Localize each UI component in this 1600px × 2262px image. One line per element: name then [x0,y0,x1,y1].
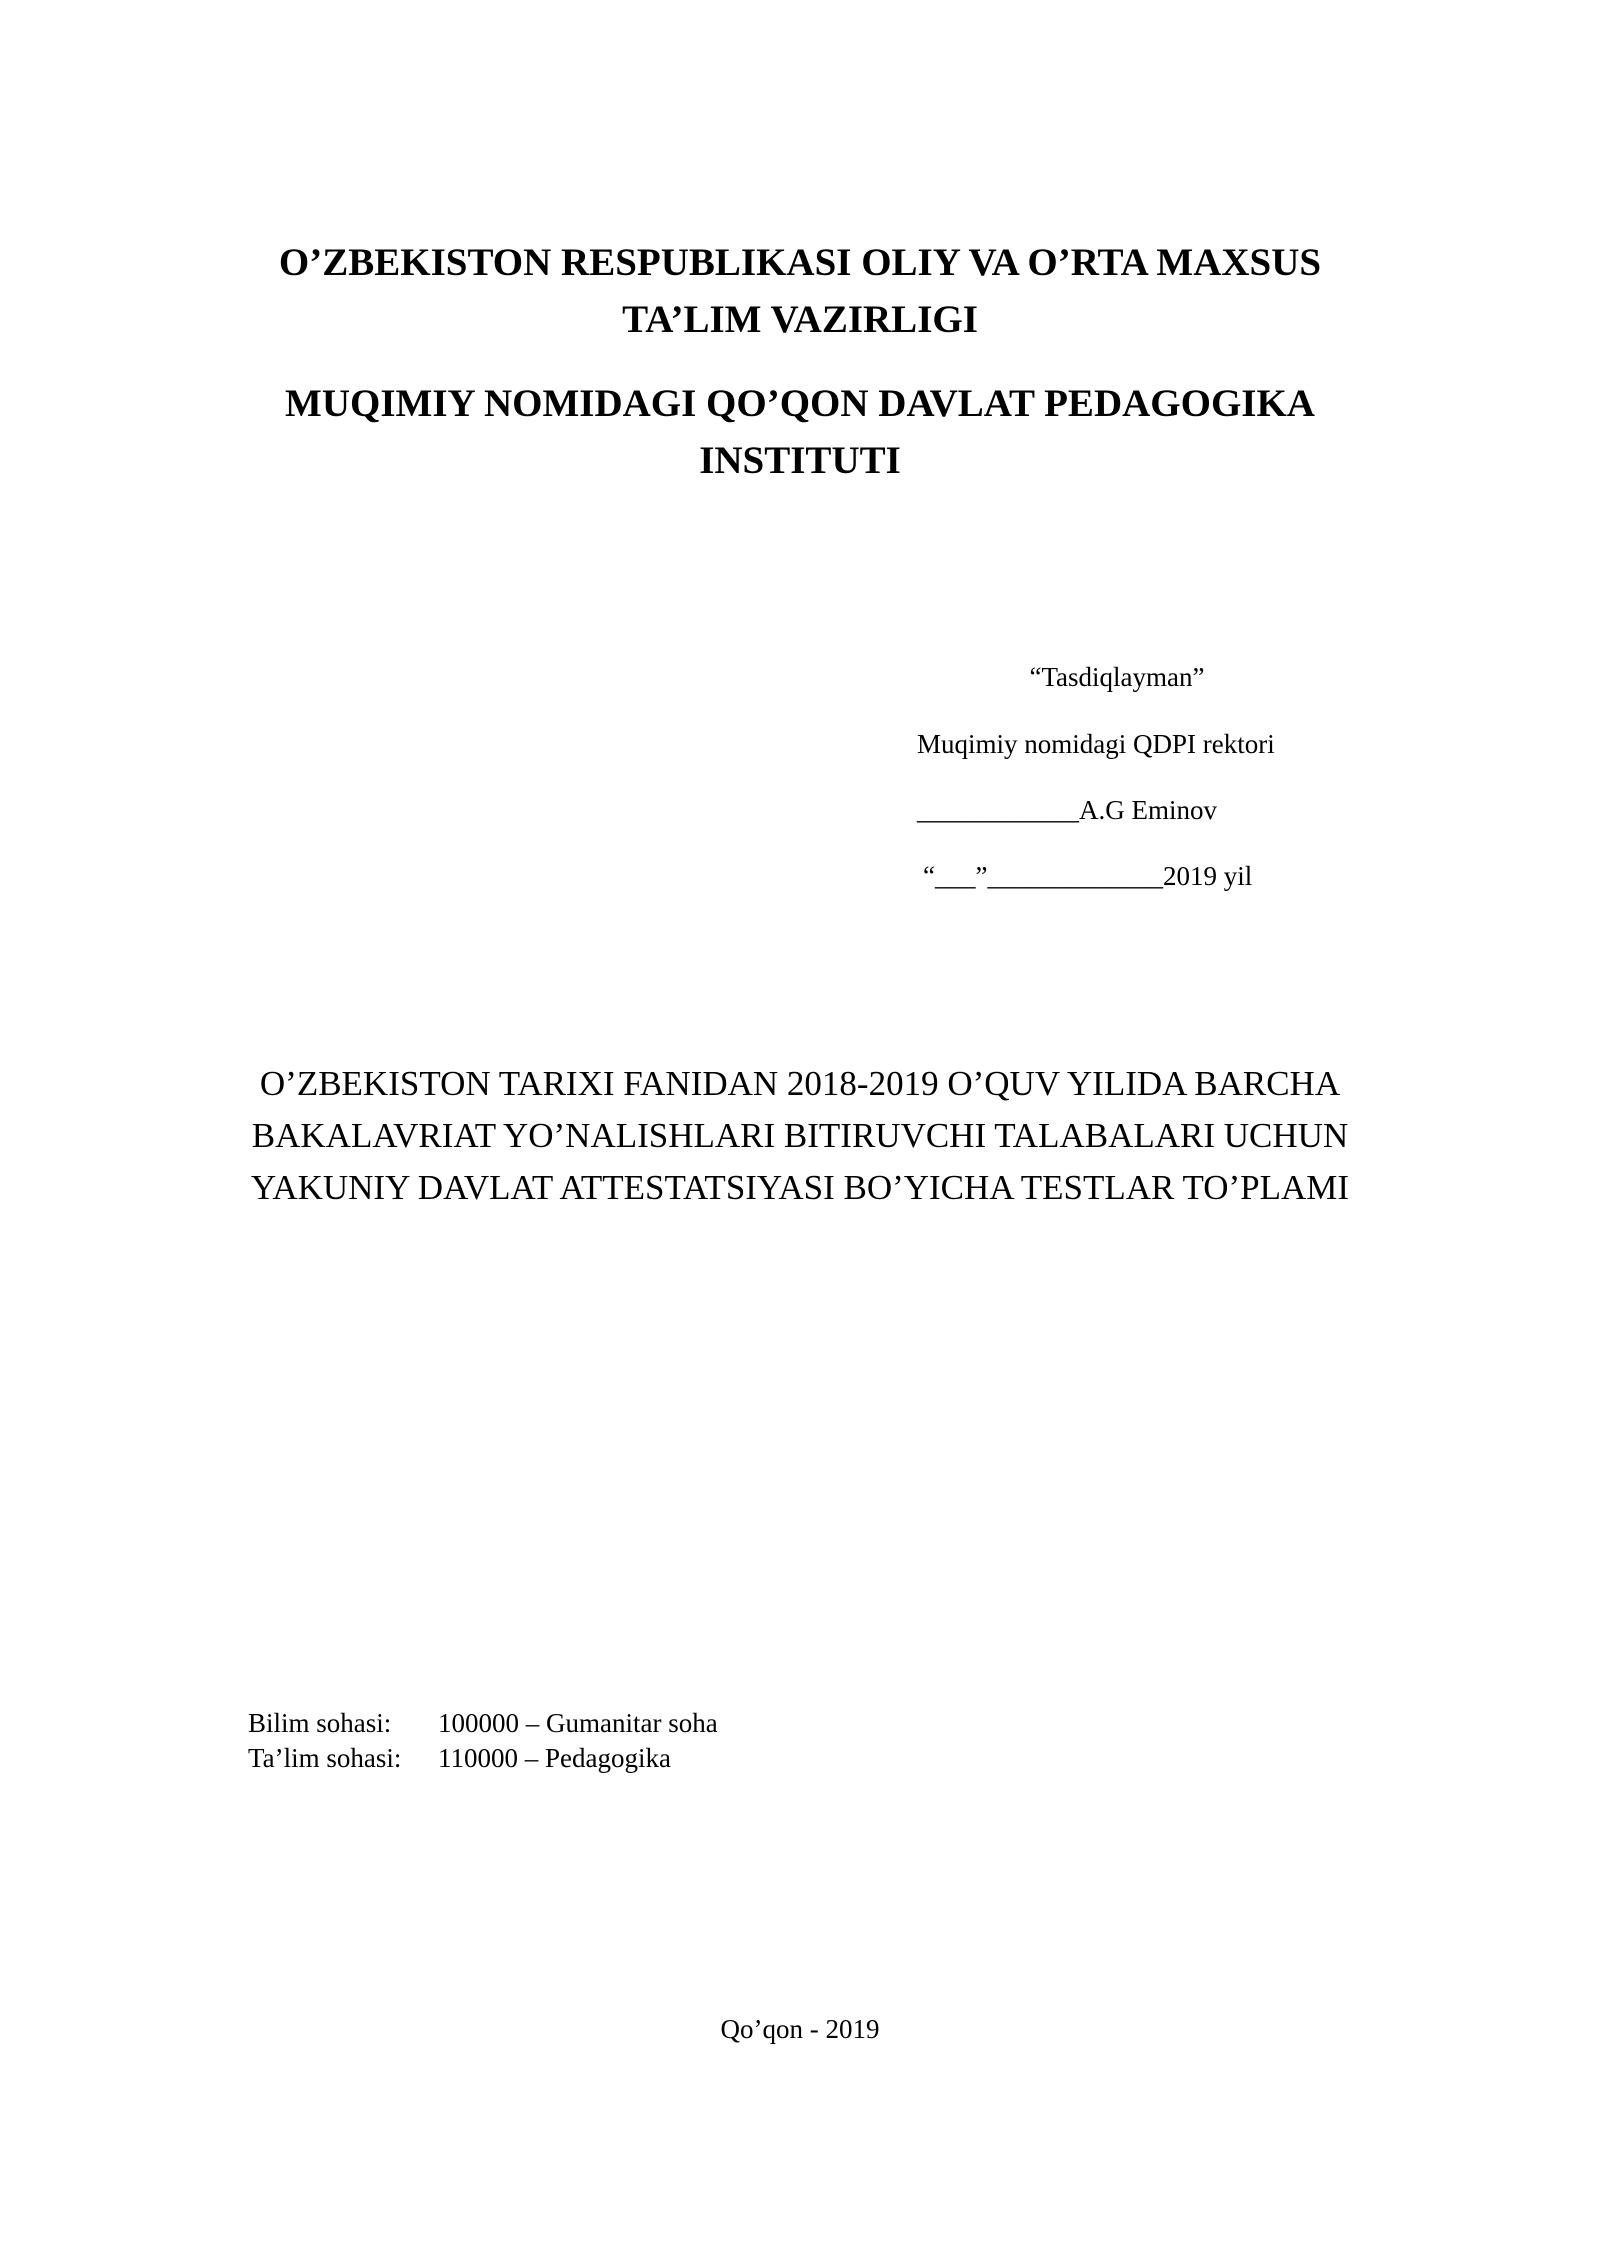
institute-heading [150,375,1450,489]
document-title [100,1058,1500,1214]
ministry-heading-line-2: TA’LIM VAZIRLIGI [622,298,978,341]
document-title-line-3: YAKUNIY DAVLAT ATTESTATSIYASI BO’YICHA TESTLAR TO’PLAMI [250,1168,1350,1207]
institute-heading-line-1: MUQIMIY NOMIDAGI QO’QON DAVLAT PEDAGOGIKA [285,382,1315,425]
approval-date-line: “___”_____________2019 yil [923,861,1253,891]
field-label: Ta’lim sohasi: [248,1743,402,1773]
place-year-footer: Qo’qon - 2019 [720,2014,880,2044]
document-title-line-1: O’ZBEKISTON TARIXI FANIDAN 2018-2019 O’QUV YILIDA BARCHA [259,1064,1341,1103]
institute-heading-line-2: INSTITUTI [699,439,901,482]
approval-signature-line: ____________A.G Eminov [917,795,1217,825]
ministry-heading [150,234,1450,348]
field-row-talim-sohasi [248,1741,718,1776]
field-value: 100000 – Gumanitar soha [438,1708,718,1738]
field-label: Bilim sohasi: [248,1708,392,1738]
field-value: 110000 – Pedagogika [438,1743,671,1773]
field-row-bilim-sohasi [248,1706,718,1741]
document-title-line-2: BAKALAVRIAT YO’NALISHLARI BITIRUVCHI TALABALARI UCHUN [251,1116,1349,1155]
field-info [248,1706,718,1776]
approval-rector: Muqimiy nomidagi QDPI rektori [917,729,1275,759]
approval-title: “Tasdiqlayman” [1029,662,1205,692]
ministry-heading-line-1: O’ZBEKISTON RESPUBLIKASI OLIY VA O’RTA MAXSUS [278,241,1322,284]
